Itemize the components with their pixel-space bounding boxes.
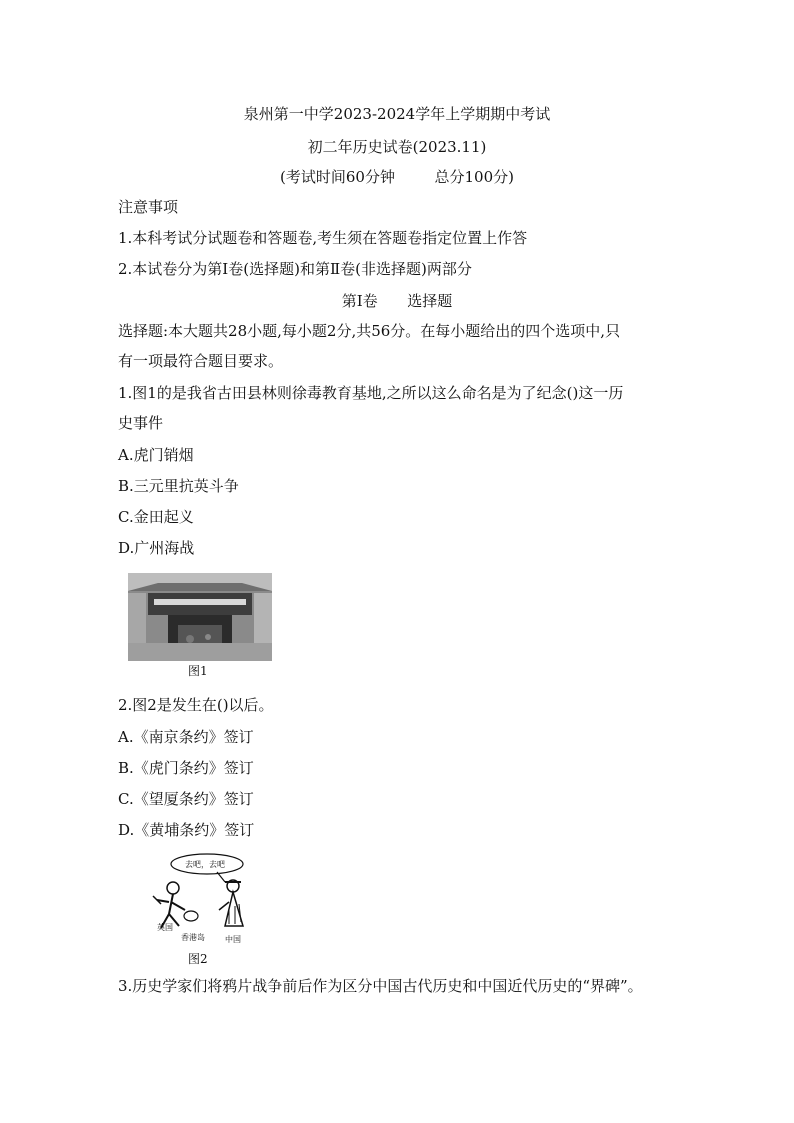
question-2-option-a: A.《南京条约》签订 [118, 728, 254, 746]
section-instructions: 有一项最符合题目要求。 [118, 352, 284, 370]
section-heading [0, 290, 794, 311]
question-2-option-b: B.《虎门条约》签订 [118, 759, 254, 777]
question-2-option-d: D.《黄埔条约》签订 [118, 821, 255, 839]
exam-meta [0, 166, 794, 187]
section-part: 第Ⅰ卷 [341, 292, 378, 310]
notes-heading: 注意事项 [118, 198, 179, 216]
figure-2-caption: 图2 [188, 952, 208, 966]
exam-time: (考试时间60分钟 [280, 168, 395, 186]
question-1-option-d: D.广州海战 [118, 539, 195, 557]
figure-1-photo [128, 573, 272, 661]
memorial-photo-icon [128, 573, 272, 661]
question-1-option-c: C.金田起义 [118, 508, 194, 526]
cartoon-label-left: 英国 [157, 923, 173, 932]
question-1-stem: 史事件 [118, 414, 164, 432]
figure-1-caption: 图1 [188, 664, 208, 678]
exam-subtitle: 初二年历史试卷(2023.11) [307, 138, 487, 156]
note-item: 1.本科考试分试题卷和答题卷,考生须在答题卷指定位置上作答 [118, 229, 528, 247]
cartoon-speech: 去吧，去吧 [185, 860, 225, 869]
section-instructions: 选择题:本大题共28小题,每小题2分,共56分。在每小题给出的四个选项中,只 [118, 322, 621, 340]
question-1-option-a: A.虎门销烟 [118, 446, 194, 464]
question-2-stem: 2.图2是发生在()以后。 [118, 696, 274, 714]
cartoon-label-right: 中国 [225, 935, 241, 944]
figure-2-cartoon [145, 852, 255, 948]
question-1-option-b: B.三元里抗英斗争 [118, 477, 239, 495]
cartoon-label-middle: 香港岛 [181, 933, 205, 942]
exam-title: 泉州第一中学2023-2024学年上学期期中考试 [243, 105, 551, 123]
question-2-option-c: C.《望厦条约》签订 [118, 790, 254, 808]
question-1-stem: 1.图1的是我省古田县林则徐毒教育基地,之所以这么命名是为了纪念()这一历 [118, 384, 624, 402]
section-name: 选择题 [407, 292, 453, 310]
question-3-stem: 3.历史学家们将鸦片战争前后作为区分中国古代历史和中国近代历史的“界碑”。 [118, 977, 643, 995]
note-item: 2.本试卷分为第Ⅰ卷(选择题)和第Ⅱ卷(非选择题)两部分 [118, 260, 472, 278]
exam-score: 总分100分) [434, 168, 514, 186]
